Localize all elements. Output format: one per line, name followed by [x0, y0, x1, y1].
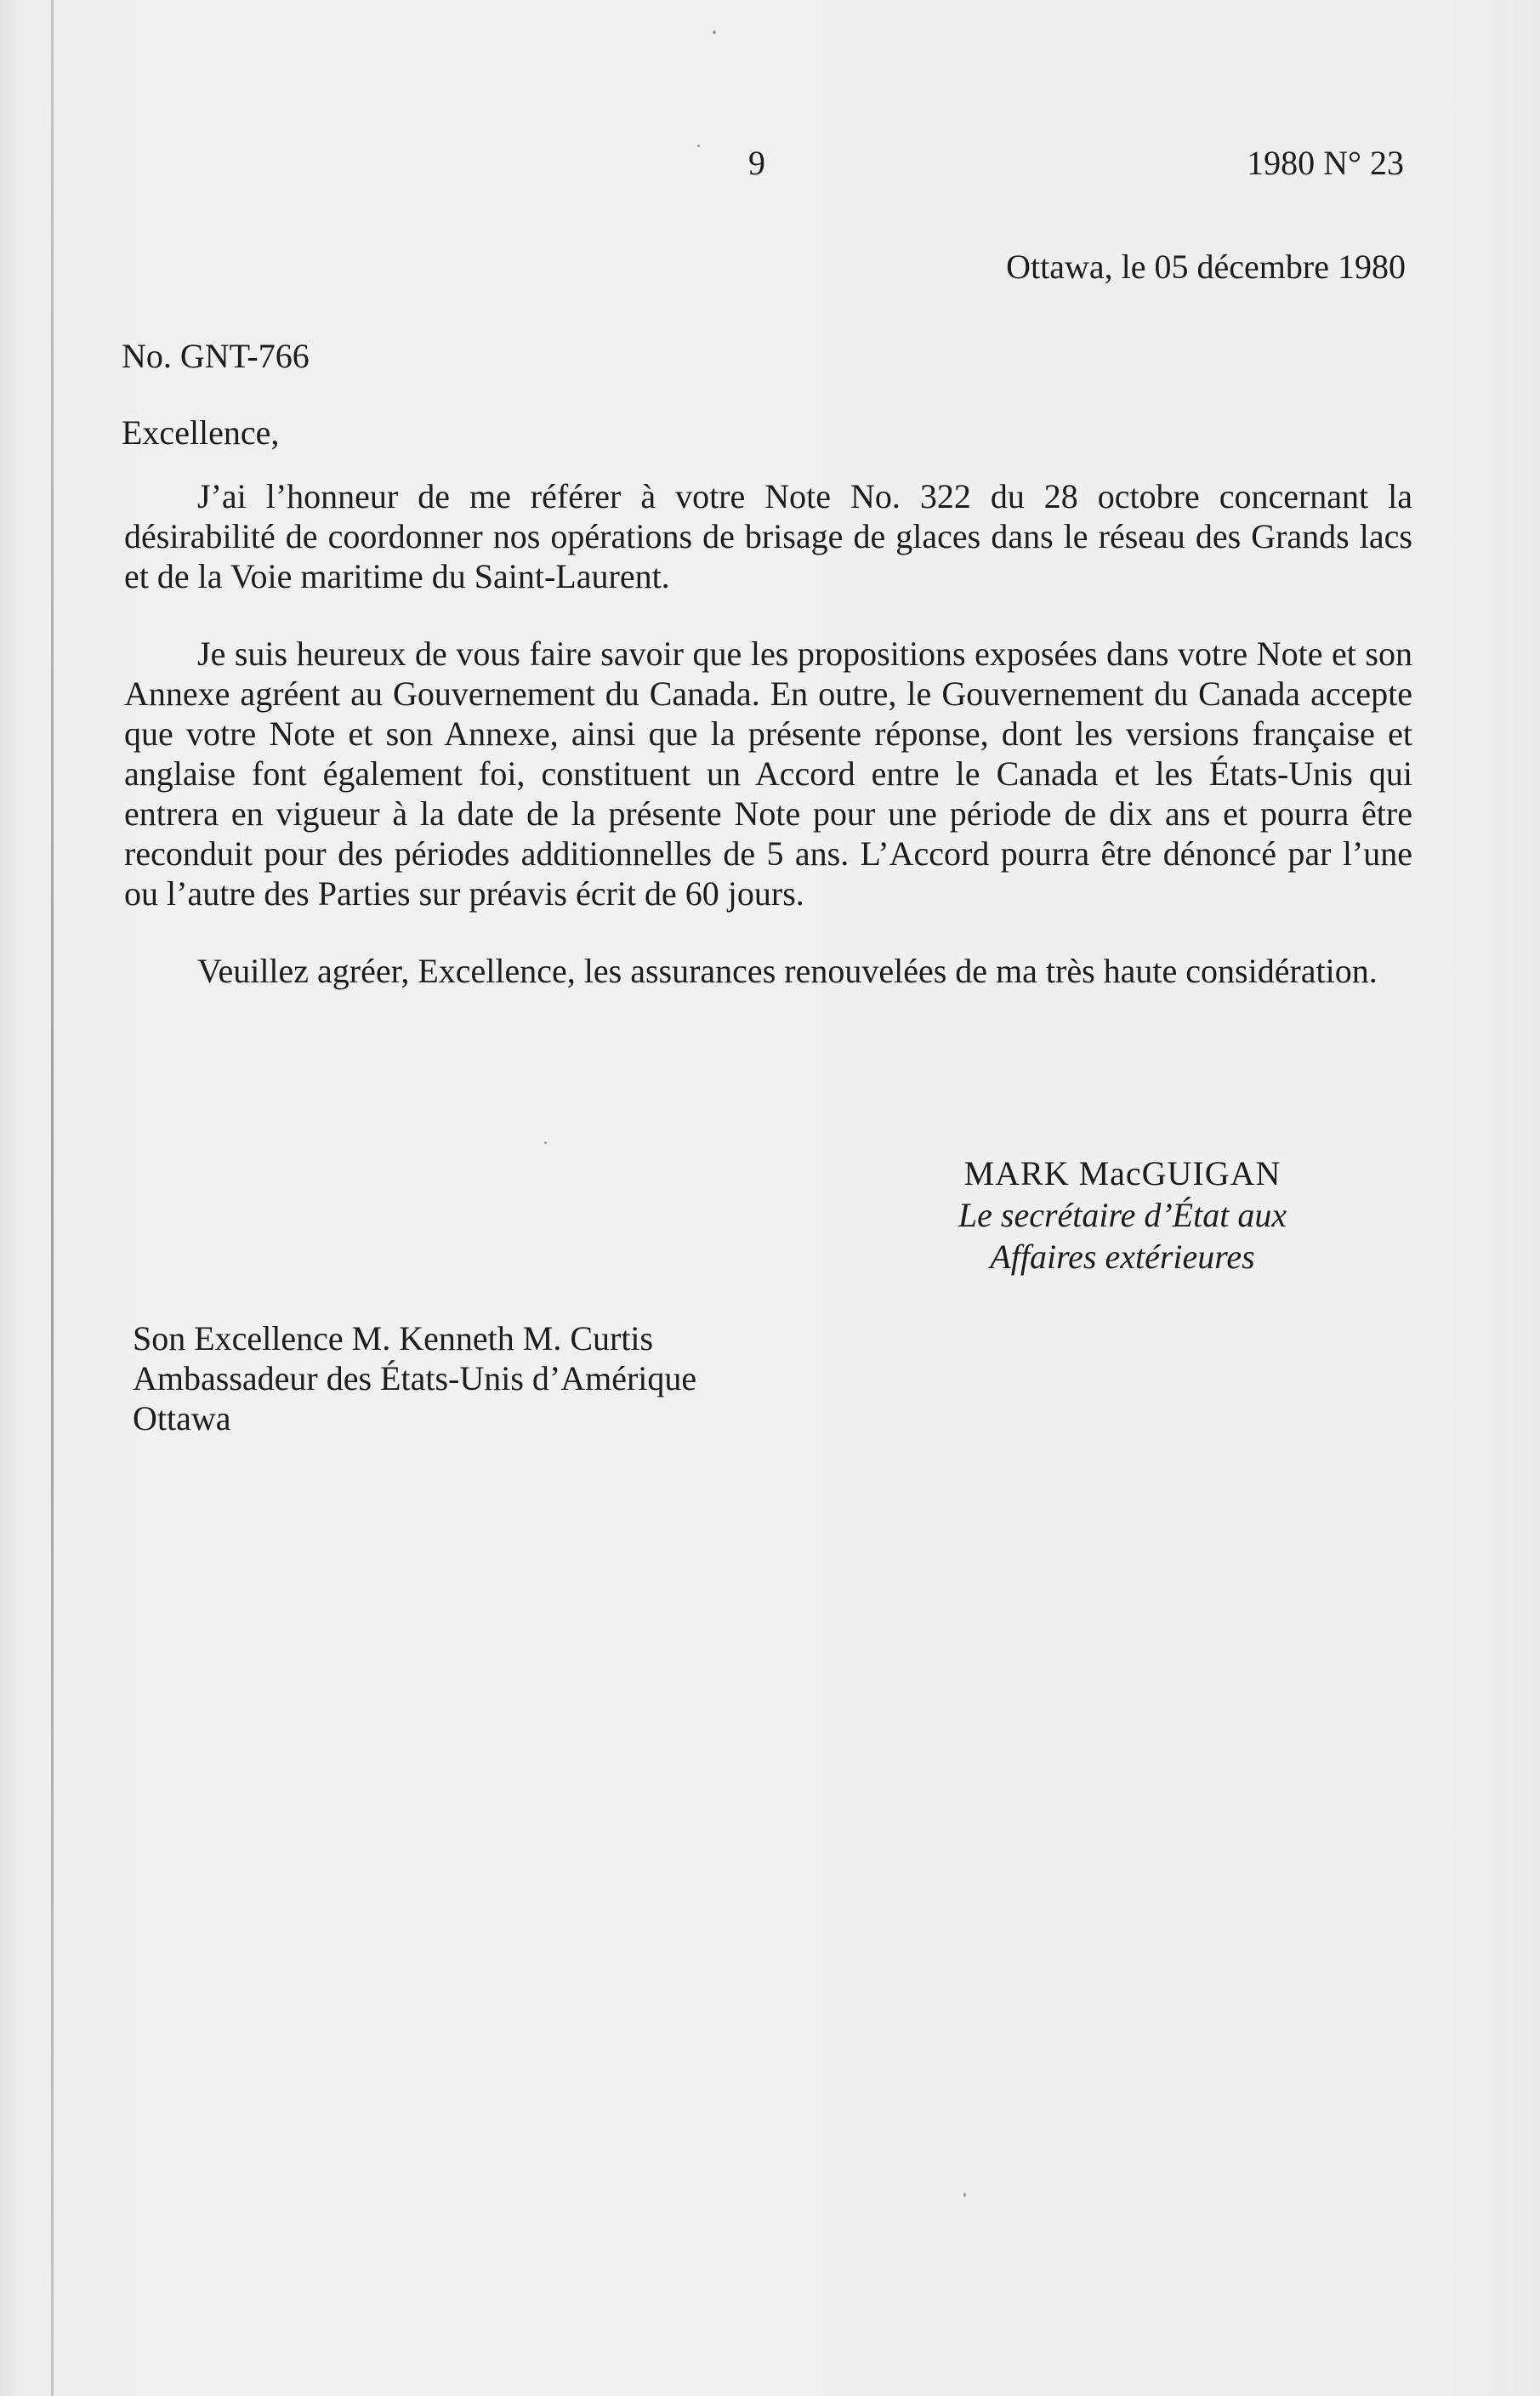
paper-speck [544, 1141, 547, 1144]
addressee-title: Ambassadeur des États-Unis d’Amérique [133, 1359, 697, 1397]
signatory-title: Affaires extérieures [990, 1238, 1255, 1276]
addressee-city: Ottawa [133, 1399, 231, 1437]
addressee-name: Son Excellence M. Kenneth M. Curtis [133, 1319, 654, 1357]
paragraph: J’ai l’honneur de me référer à votre Note No. 322 du 28 octobre concernant la désirabilité de coordonner nos opérations de brisage de glaces dans le réseau des Grands lacs et de la Voie maritime du Saint-Laurent. [124, 477, 1412, 595]
signatory-title: Le secrétaire d’État aux [958, 1196, 1287, 1234]
series-number: 1980 N° 23 [1247, 144, 1404, 182]
signatory-name: MARK MacGUIGAN [963, 1154, 1281, 1192]
paragraph: Veuillez agréer, Excellence, les assurances renouvelées de ma très haute considération. [197, 952, 1378, 990]
addressee-block [133, 1318, 696, 1438]
letter-body [124, 476, 1412, 1028]
paper-speck [963, 2193, 966, 2197]
paragraph: Je suis heureux de vous faire savoir que les propositions exposées dans votre Note et son Annexe agréent au Gouvernement du Canada. En outre, le Gouvernement du Canada accepte que votre Note et son Annexe, ainsi que la présente réponse, dont les versions française et anglaise font également foi, constituent un Accord entre le Canada et les États-Unis qui entrera en vigueur à la date de la présente Note pour une période de dix ans et pourra être reconduit pour des périodes additionnelles de 5 ans. L’Accord pourra être dénoncé par l’une ou l’autre des Parties sur préavis écrit de 60 jours. [124, 635, 1412, 913]
reference-number: No. GNT-766 [122, 337, 310, 375]
signature-block [927, 1152, 1318, 1278]
page-number: 9 [748, 144, 765, 182]
binding-edge [51, 0, 54, 2396]
date-line: Ottawa, le 05 décembre 1980 [1006, 248, 1406, 286]
salutation: Excellence, [122, 413, 280, 452]
paper-speck [713, 31, 716, 34]
page-header [0, 143, 1540, 194]
